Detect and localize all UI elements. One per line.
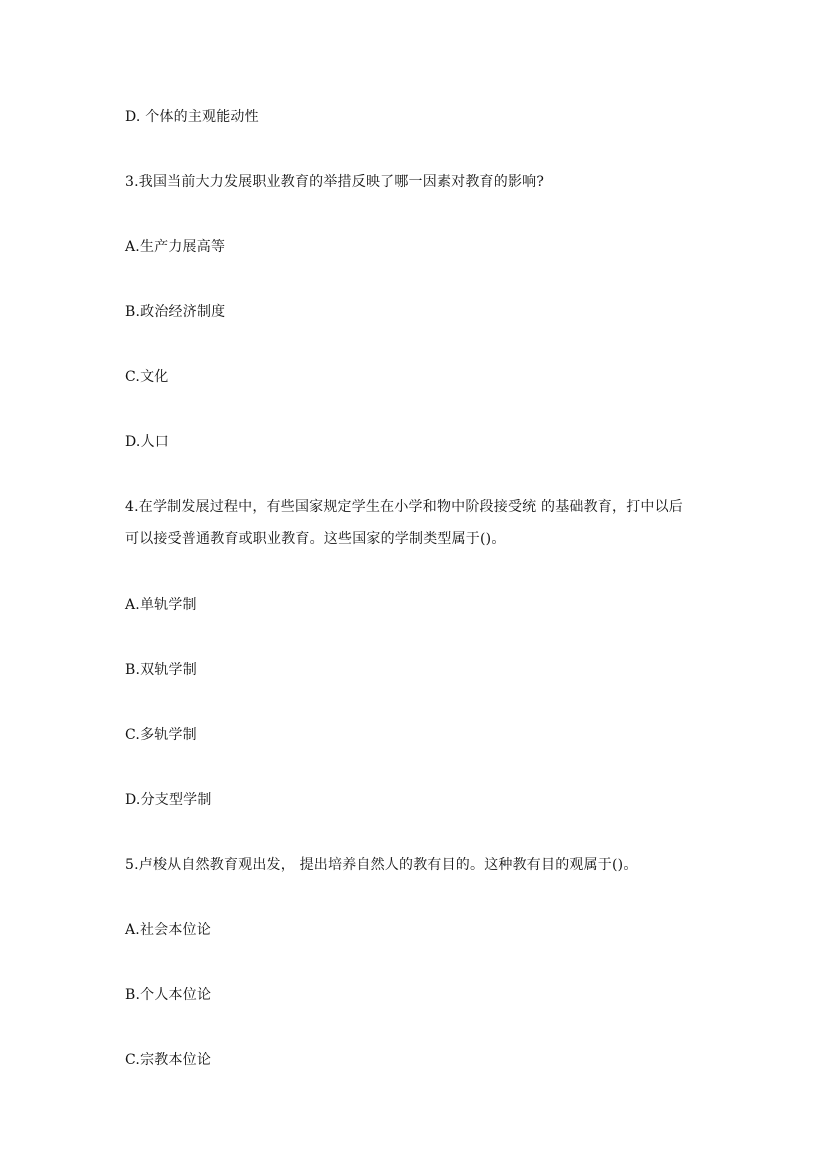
q4-stem-line1: 4.在学制发展过程中，有些国家规定学生在小学和物中阶段接受统 的基础教育，打中以后 [125,499,684,515]
q2-option-d: D. 个体的主观能动性 [125,109,259,125]
q5-option-a: A.社会本位论 [125,922,211,938]
q3-stem: 3.我国当前大力发展职业教育的举措反映了哪一因素对教育的影响? [125,174,545,190]
q3-option-a: A.生产力展高等 [125,239,226,255]
q3-option-c: C.文化 [125,369,169,385]
q4-option-a: A.单轨学制 [125,597,197,613]
q4-option-d: D.分支型学制 [125,792,212,808]
q3-option-d: D.人口 [125,434,169,450]
q5-option-c: C.宗教本位论 [125,1052,212,1068]
q3-option-b: B.政治经济制度 [125,304,226,320]
q4-stem-line2: 可以接受普通教育或职业教育。这些国家的学制类型属于()。 [125,531,506,547]
q4-option-c: C.多轨学制 [125,727,197,743]
q5-stem: 5.卢梭从自然教育观出发， 提出培养自然人的教有目的。这种教有目的观属于()。 [125,857,638,873]
q5-option-b: B.个人本位论 [125,987,212,1003]
q4-option-b: B.双轨学制 [125,662,197,678]
